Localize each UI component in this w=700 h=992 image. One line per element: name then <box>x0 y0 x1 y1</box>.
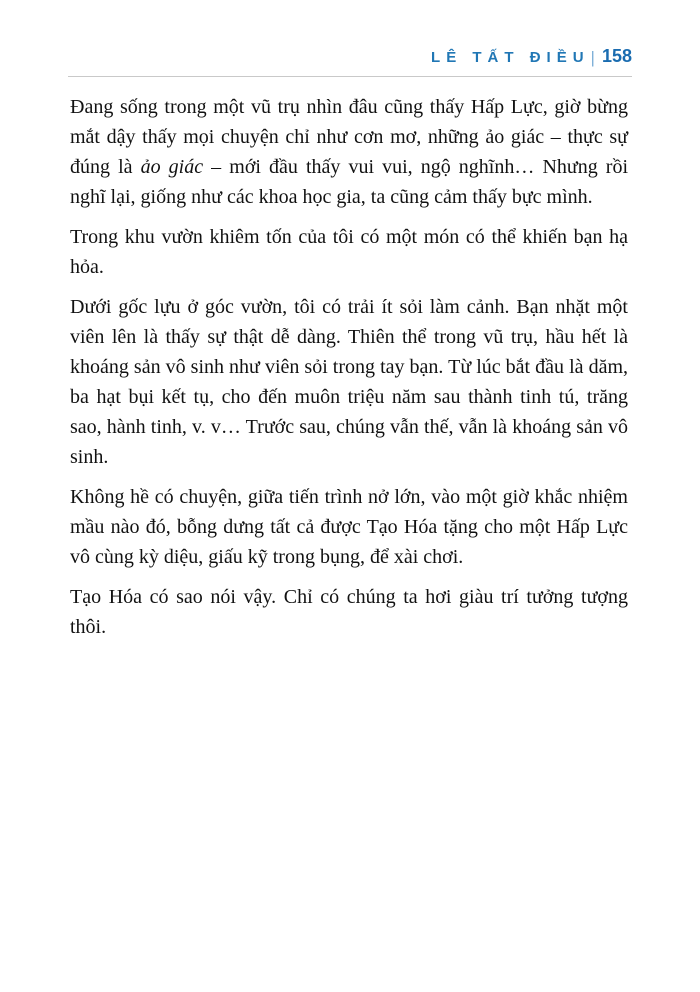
body-text <box>70 92 628 652</box>
text-run: Trong khu vườn khiêm tốn của tôi có một món có thể khiến bạn hạ hỏa. <box>70 226 628 278</box>
paragraph <box>70 482 628 572</box>
italic-text-run: ảo giác <box>140 156 204 178</box>
header-separator: | <box>590 48 595 67</box>
text-run: Tạo Hóa có sao nói vậy. Chỉ có chúng ta hơi giàu trí tưởng tượng thôi. <box>70 586 628 638</box>
paragraph <box>70 582 628 642</box>
paragraph <box>70 292 628 472</box>
text-run: Không hề có chuyện, giữa tiến trình nở lớn, vào một giờ khắc nhiệm mầu nào đó, bỗng dưng tất cả được Tạo Hóa tặng cho một Hấp Lực vô cùng kỳ diệu, giấu kỹ trong bụng, để xài chơi. <box>70 486 628 568</box>
header-divider <box>68 76 632 77</box>
paragraph <box>70 92 628 212</box>
text-run: Đang sống trong một vũ trụ nhìn đâu cũng thấy Hấp Lực, giờ bừng mắt dậy thấy mọi chuyện chỉ như cơn mơ, những ảo giác – thực sự đúng là <box>70 96 628 178</box>
text-run: Dưới gốc lựu ở góc vườn, tôi có trải ít sỏi làm cảnh. Bạn nhặt một viên lên là thấy sự thật dễ dàng. Thiên thể trong vũ trụ, hầu hết là khoáng sản vô sinh như viên sỏi trong tay bạn. Từ lúc bắt đầu là dăm, ba hạt bụi kết tụ, cho đến muôn triệu năm sau thành tinh tú, trăng sao, hành tinh, v. v… Trước sau, chúng vẫn thế, vẫn là khoáng sản vô sinh. <box>70 296 628 468</box>
page-number: 158 <box>601 46 632 66</box>
text-run: – mới đầu thấy vui vui, ngộ nghĩnh… Nhưng rồi nghĩ lại, giống như các khoa học gia, ta cũng cảm thấy bực mình. <box>70 156 629 208</box>
running-header <box>68 46 632 67</box>
running-head-author: LÊ TẤT ĐIỀU <box>431 49 590 66</box>
paragraph <box>70 222 628 282</box>
